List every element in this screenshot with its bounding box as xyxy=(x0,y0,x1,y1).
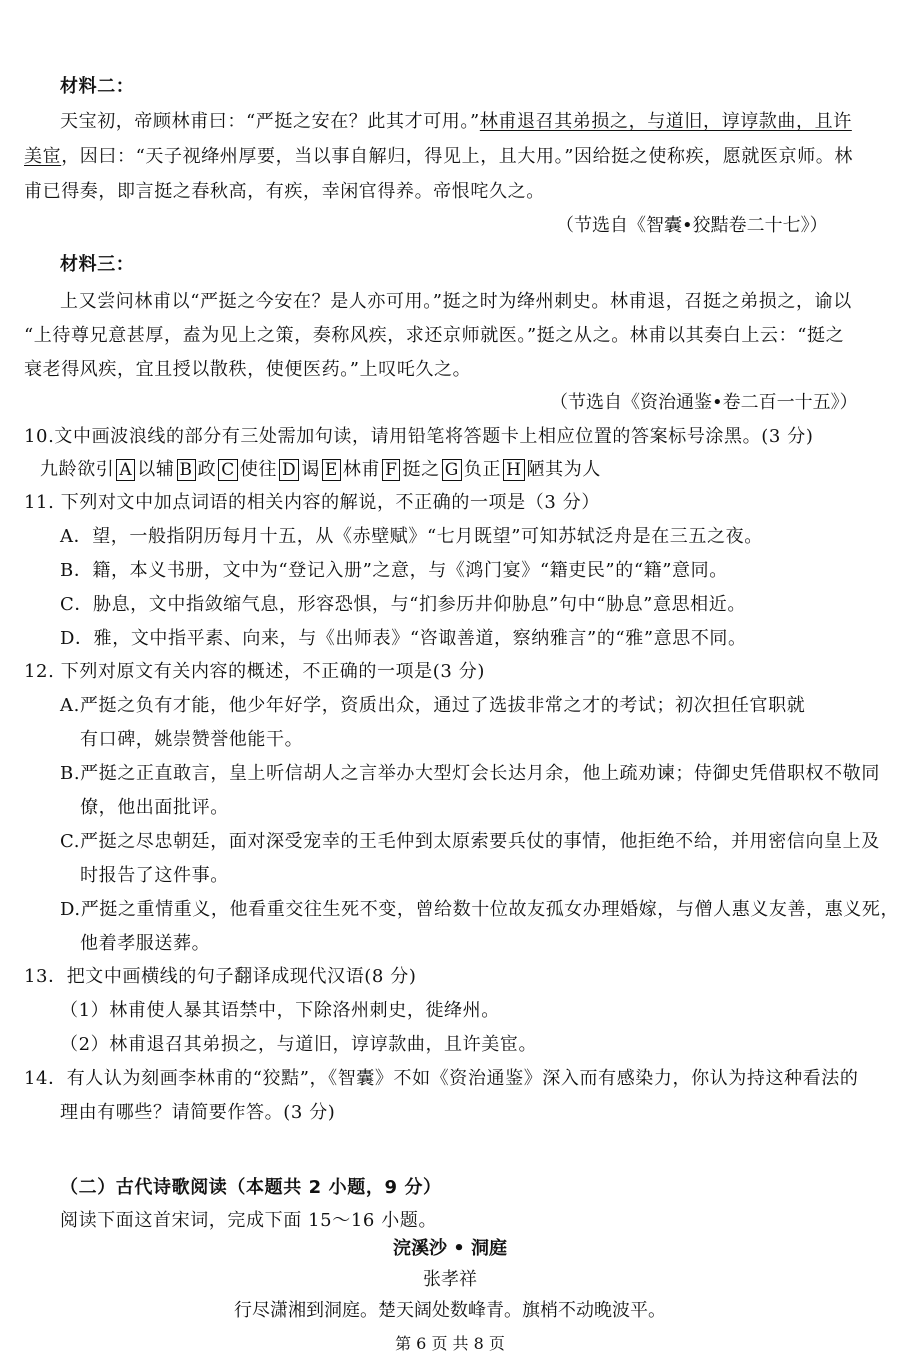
sentence-part: 谒 xyxy=(301,459,320,480)
answer-box-a[interactable]: A xyxy=(116,459,135,481)
sentence-part: 政 xyxy=(197,459,217,480)
section-intro: 阅读下面这首宋词，完成下面 15～16 小题。 xyxy=(60,1210,438,1231)
answer-box-e[interactable]: E xyxy=(322,459,341,481)
answer-box-f[interactable]: F xyxy=(382,459,400,481)
underlined-sentence-end: 美宦 xyxy=(24,146,62,167)
material-3-source: （节选自《资治通鉴•卷二百一十五》） xyxy=(550,392,858,413)
question-14-line-1: 14．有人认为刻画李林甫的“狡黠”，《智囊》不如《资治通鉴》深入而有感染力，你认为持这种看法的 xyxy=(24,1068,859,1089)
material-2-line-2 xyxy=(24,144,853,170)
section-heading: （二）古代诗歌阅读（本题共 2 小题，9 分） xyxy=(60,1177,442,1198)
answer-box-b[interactable]: B xyxy=(177,459,196,481)
sentence-part: 使往 xyxy=(239,459,278,480)
question-11-option-d: D．雅，文中指平素、向来，与《出师表》“咨诹善道，察纳雅言”的“雅”意思不同。 xyxy=(60,628,747,649)
question-12-option-d-line-2: 他着孝服送葬。 xyxy=(80,933,211,954)
material-2-text: 天宝初，帝顾林甫曰：“严挺之安在？此其才可用。” xyxy=(60,111,480,132)
question-12-option-a-line-2: 有口碑，姚崇赞誉他能干。 xyxy=(80,729,304,750)
question-12-option-c-line-2: 时报告了这件事。 xyxy=(80,865,229,886)
question-11-option-a: A．望，一般指阴历每月十五，从《赤壁赋》“七月既望”可知苏轼泛舟是在三五之夜。 xyxy=(60,526,763,547)
answer-box-d[interactable]: D xyxy=(279,459,299,481)
poem-line-1: 行尽潇湘到洞庭。楚天阔处数峰青。旗梢不动晚波平。 xyxy=(234,1300,666,1321)
material-2-title: 材料二： xyxy=(60,76,135,97)
material-2-line-3: 甫已得奏，即言挺之春秋高，有疾，幸闲官得养。帝恨咤久之。 xyxy=(24,181,545,202)
underlined-sentence: 林甫退召其弟损之，与道旧，谆谆款曲，且许 xyxy=(479,111,852,132)
question-12-stem: 12. 下列对原文有关内容的概述，不正确的一项是(3 分) xyxy=(24,661,485,682)
question-10-sentence xyxy=(40,457,601,483)
poem-title: 浣溪沙 • 洞庭 xyxy=(392,1238,508,1259)
material-3-title: 材料三： xyxy=(60,254,135,275)
answer-box-h[interactable]: H xyxy=(503,459,524,481)
material-2-text: ，因曰：“天子视绛州厚要，当以事自解归，得见上，且大用。”因给挺之使称疾，愿就医京师。林 xyxy=(61,146,854,167)
material-3-line-1: 上又尝问林甫以“严挺之今安在？是人亦可用。”挺之时为绛州刺史。林甫退，召挺之弟损之，谕以 xyxy=(60,291,852,312)
page-footer: 第 6 页 共 8 页 xyxy=(395,1334,505,1353)
question-12-option-a-line-1: A.严挺之负有才能，他少年好学，资质出众，通过了选拔非常之才的考试；初次担任官职就 xyxy=(60,695,806,716)
sentence-part: 林甫 xyxy=(342,459,381,480)
material-3-line-2: “上待尊兄意甚厚，盍为见上之策，奏称风疾，求还京师就医。”挺之从之。林甫以其奏白上云：“挺之 xyxy=(24,325,845,346)
sentence-part: 以辅 xyxy=(137,459,175,480)
question-13-sentence-1: （1）林甫使人暴其语禁中，下除洛州刺史，徙绛州。 xyxy=(60,1000,500,1021)
question-11-option-b: B．籍，本义书册，文中为“登记入册”之意，与《鸿门宴》“籍吏民”的“籍”意同。 xyxy=(60,560,728,581)
material-2-source: （节选自《智囊•狡黠卷二十七》） xyxy=(556,215,828,236)
question-11-option-c: C．胁息，文中指敛缩气息，形容恐惧，与“扪参历井仰胁息”句中“胁息”意思相近。 xyxy=(60,594,746,615)
sentence-part: 负正 xyxy=(463,459,502,480)
question-13-sentence-2: （2）林甫退召其弟损之，与道旧，谆谆款曲，且许美宦。 xyxy=(60,1034,538,1055)
sentence-part: 挺之 xyxy=(402,459,440,480)
question-12-option-c-line-1: C.严挺之尽忠朝廷，面对深受宠幸的王毛仲到太原索要兵仗的事情，他拒绝不给，并用密信向皇上及 xyxy=(60,831,880,852)
answer-box-c[interactable]: C xyxy=(218,459,238,481)
sentence-part: 陋其为人 xyxy=(526,459,601,480)
sentence-part: 九龄欲引 xyxy=(40,459,115,480)
material-2-line-1 xyxy=(60,109,852,135)
answer-box-g[interactable]: G xyxy=(442,459,462,481)
question-12-option-d-line-1: D.严挺之重情重义，他看重交往生死不变，曾给数十位故友孤女办理婚嫁，与僧人惠义友善，惠义死， xyxy=(60,899,900,920)
question-10-stem: 10.文中画波浪线的部分有三处需加句读，请用铅笔将答题卡上相应位置的答案标号涂黑。(3 分) xyxy=(24,426,814,447)
question-14-line-2: 理由有哪些？请简要作答。(3 分) xyxy=(60,1102,336,1123)
question-13-stem: 13．把文中画横线的句子翻译成现代汉语(8 分) xyxy=(24,966,417,987)
poem-author: 张孝祥 xyxy=(423,1269,477,1290)
question-12-option-b-line-2: 僚，他出面批评。 xyxy=(80,797,229,818)
question-11-stem: 11. 下列对文中加点词语的相关内容的解说，不正确的一项是（3 分） xyxy=(24,492,600,513)
material-3-line-3: 衰老得风疾，宜且授以散秩，使便医药。”上叹吒久之。 xyxy=(24,359,472,380)
question-12-option-b-line-1: B.严挺之正直敢言，皇上听信胡人之言举办大型灯会长达月余，他上疏劝谏；侍御史凭借职权不敬同 xyxy=(60,763,880,784)
